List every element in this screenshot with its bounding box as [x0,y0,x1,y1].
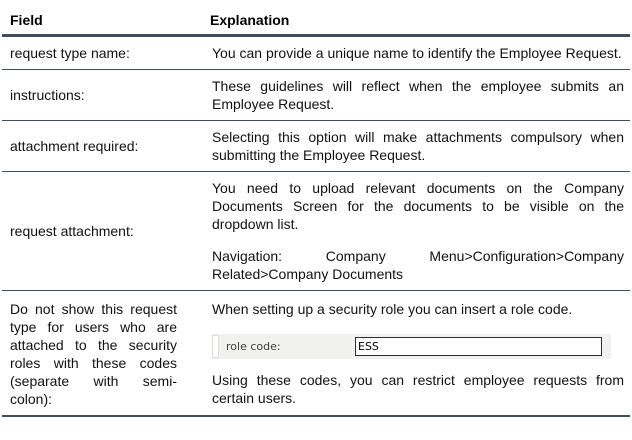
explanation-text: When setting up a security role you can insert a role code. [212,301,573,317]
field-label-instructions: instructions: [10,87,85,103]
table-header-row [2,0,630,36]
field-label-request-type-name: request type name: [10,45,130,61]
role-code-input [355,337,602,356]
table-row [2,121,630,172]
field-label-security-role-codes: Do not show this request type for users who are attached to the security roles with these codes (separate with semi-colon): [10,301,177,407]
explanation-text: Selecting this option will make attachments compulsory when submitting the Employee Request. [212,129,624,163]
table-row [2,172,630,291]
field-label-request-attachment: request attachment: [10,222,134,239]
explanation-text: You can provide a unique name to identify the Employee Request. [212,45,622,61]
role-code-form-screenshot [212,334,611,359]
field-explanation-table [2,0,630,417]
explanation-text: These guidelines will reflect when the employee submits an Employee Request. [212,78,624,112]
table-row [2,70,630,121]
navigation-path-text: Navigation: Company Menu>Configuration>Company Related>Company Documents [212,248,624,282]
form-row-left-strip [212,335,219,358]
table-row [2,291,630,417]
field-label-attachment-required: attachment required: [10,138,139,154]
table-row [2,36,630,70]
column-header-field: Field [2,0,202,36]
column-header-explanation: Explanation [202,0,630,36]
explanation-text: Using these codes, you can restrict employee requests from certain users. [212,372,624,406]
role-code-label: role code: [226,339,281,353]
explanation-text: You need to upload relevant documents on the Company Documents Screen for the documents to be visible on the dropdown list. [212,180,624,232]
